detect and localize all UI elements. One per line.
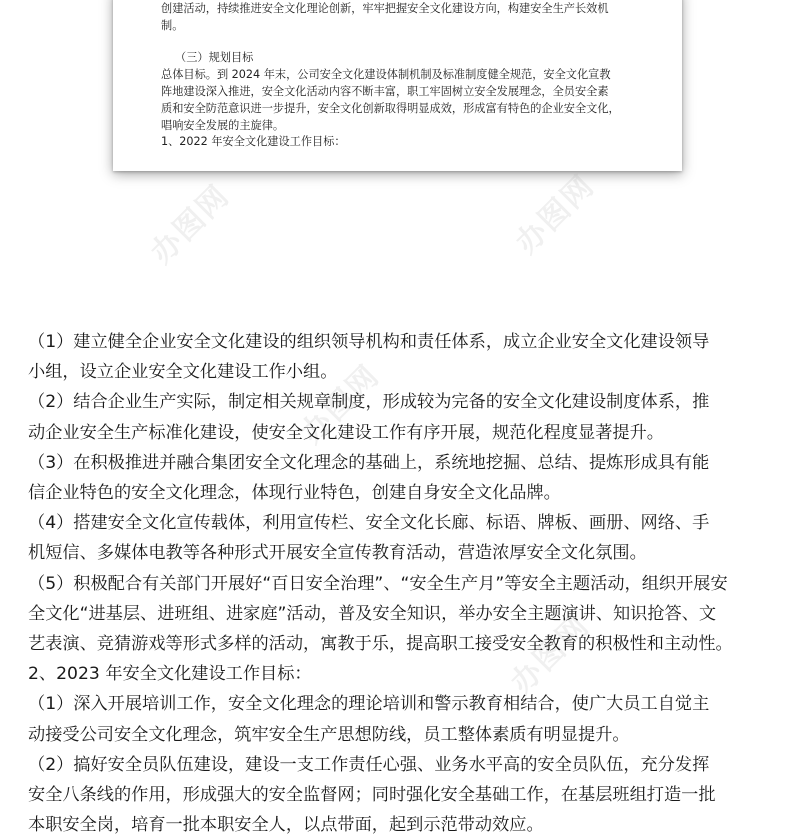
preview-line: 制。 [161, 18, 184, 32]
preview-line: 阵地建设深入推进，安全文化活动内容不断丰富，职工牢固树立安全发展理念，全员安全素 [161, 84, 609, 98]
body-line: （4）搭建安全文化宣传载体，利用宣传栏、安全文化长廊、标语、牌板、画册、网络、手 [28, 513, 710, 534]
preview-line: 唱响安全发展的主旋律。 [161, 118, 285, 132]
body-line: （2）结合企业生产实际，制定相关规章制度，形成较为完备的安全文化建设制度体系，推 [28, 392, 710, 413]
body-line: 艺表演、竞猜游戏等形式多样的活动，寓教于乐，提高职工接受安全教育的积极性和主动性。 [28, 634, 733, 655]
watermark: 办图网 [144, 178, 237, 271]
body-line: （1）建立健全企业安全文化建设的组织领导机构和责任体系，成立企业安全文化建设领导 [28, 332, 710, 352]
body-line: （1）深入开展培训工作，安全文化理念的理论培训和警示教育相结合，使广大员工自觉主 [28, 694, 710, 715]
body-line: 小组，设立企业安全文化建设工作小组。 [28, 362, 338, 383]
watermark: 办图网 [509, 168, 602, 261]
body-line: 全文化“进基层、进班组、进家庭”活动，普及安全知识，举办安全主题演讲、知识抢答、文 [28, 603, 717, 624]
body-line: 安全八条线的作用，形成强大的安全监督网；同时强化安全基础工作，在基层班组打造一批 [28, 785, 716, 806]
preview-heading: （三）规划目标 [175, 51, 254, 65]
preview-line: 质和安全防范意识进一步提升，安全文化创新取得明显成效，形成富有特色的企业安全文化， [161, 101, 620, 115]
watermark: 办图网 [504, 608, 597, 701]
preview-text [161, 0, 661, 151]
body-line: 2、2023 年安全文化建设工作目标： [28, 664, 312, 685]
body-line: 动企业安全生产标准化建设，使安全文化建设工作有序开展，规范化程度显著提升。 [28, 422, 664, 443]
preview-line: 1、2022 年安全文化建设工作目标： [161, 135, 346, 149]
document-body [28, 327, 780, 840]
document-preview-card [113, 0, 682, 171]
body-line: （3）在积极推进并融合集团安全文化理念的基础上，系统地挖掘、总结、提炼形成具有能 [28, 452, 710, 473]
body-line: （2）搞好安全员队伍建设，建设一支工作责任心强、业务水平高的安全员队伍，充分发挥 [28, 754, 710, 775]
body-line: （5）积极配合有关部门开展好“百日安全治理”、“安全生产月”等安全主题活动，组织开展安 [28, 573, 728, 594]
preview-line: 创建活动，持续推进安全文化理论创新，牢牢把握安全文化建设方向，构建安全生产长效机 [161, 1, 609, 15]
preview-line: 总体目标。到 2024 年末，公司安全文化建设体制机制及标准制度健全规范，安全文化宣教 [161, 68, 611, 82]
watermark: 办图网 [294, 358, 387, 451]
body-line: 动接受公司安全文化理念，筑牢安全生产思想防线，员工整体素质有明显提升。 [28, 724, 630, 745]
body-line: 信企业特色的安全文化理念，体现行业特色，创建自身安全文化品牌。 [28, 483, 561, 504]
body-line: 机短信、多媒体电教等各种形式开展安全宣传教育活动，营造浓厚安全文化氛围。 [28, 543, 647, 564]
body-line: 本职安全岗，培育一批本职安全人，以点带面，起到示范带动效应。 [28, 815, 544, 836]
